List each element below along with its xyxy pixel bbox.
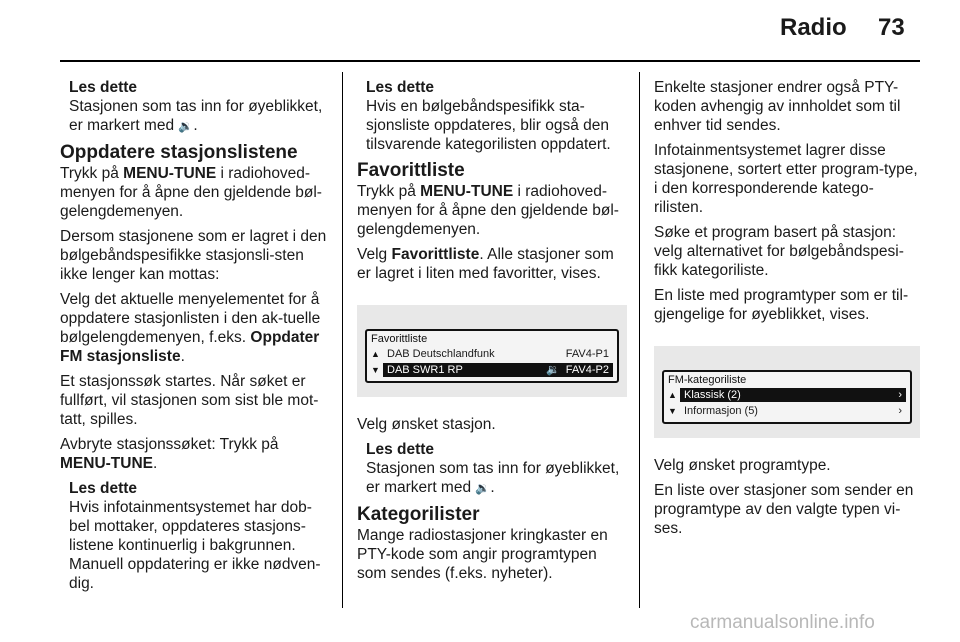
note-end: . — [193, 117, 198, 134]
note-text: Hvis en bølgebåndspesifikk sta-sjonsliste oppdateres, blir også den tilsvarende kategorilisten oppdatert. — [366, 98, 611, 153]
page-header-title: Radio — [780, 14, 847, 41]
paragraph: Dersom stasjonene som er lagret i den bølgebåndspesifikke stasjonsli-sten ikke lenger kan mottas: — [60, 228, 327, 283]
category-name: Informasjon (5) — [684, 404, 758, 417]
note-label: Les dette — [366, 441, 435, 458]
chevron-right-icon: › — [898, 388, 902, 401]
paragraph: Enkelte stasjoner endrer også PTY-koden avhengig av innholdet som til enhver tid sendes. — [654, 79, 901, 134]
key-label: MENU-TUNE — [60, 455, 153, 472]
station-name: DAB SWR1 RP — [387, 363, 463, 376]
paragraph: En liste over stasjoner som sender en programtype av den valgte typen vi-ses. — [654, 482, 914, 537]
note-box — [60, 78, 332, 136]
display-title: FM-kategoriliste — [668, 374, 747, 386]
display-title: Favorittliste — [371, 333, 428, 345]
row-body — [680, 388, 906, 402]
paragraph: Infotainmentsystemet lagrer disse stasjonene, sortert etter program-type, i den korresponderende katego-rilisten. — [654, 142, 918, 216]
column-divider-2 — [639, 72, 640, 608]
menu-item-label: Favorittliste — [391, 246, 480, 263]
category-row — [668, 404, 906, 418]
preset-label: FAV4-P1 — [565, 347, 609, 360]
note-label: Les dette — [69, 480, 138, 497]
note-box — [357, 78, 627, 154]
paragraph: En liste med programtyper som er til-gjengelige for øyeblikket, vises. — [654, 287, 909, 323]
column-2 — [357, 78, 627, 589]
station-row-selected — [371, 363, 613, 377]
preset-label: FAV4-P2 — [565, 363, 609, 376]
paragraph: Avbryte stasjonssøket: Trykk på MENU-TUNE. — [60, 436, 279, 472]
display-frame — [662, 370, 912, 424]
down-arrow-icon: ▼ — [668, 405, 677, 416]
column-1 — [60, 78, 332, 599]
note-text: Stasjonen som tas inn for øyeblikket, er markert med — [69, 98, 323, 134]
column-3 — [654, 78, 920, 544]
up-arrow-icon: ▲ — [668, 389, 677, 400]
watermark: carmanualsonline.info — [690, 612, 875, 633]
speaker-icon: 🔉 — [475, 481, 491, 495]
page-number: 73 — [878, 14, 905, 41]
column-divider-1 — [342, 72, 343, 608]
chevron-right-icon: › — [898, 404, 902, 417]
key-label: MENU-TUNE — [123, 165, 217, 182]
paragraph: Trykk på MENU-TUNE i radiohoved-menyen for å åpne den gjeldende bøl-gelengdemenyen. — [357, 183, 619, 238]
up-arrow-icon: ▲ — [371, 348, 380, 359]
paragraph: Velg ønsket stasjon. — [357, 416, 496, 433]
row-body — [383, 347, 613, 361]
header-rule — [60, 60, 920, 62]
row-body — [383, 363, 613, 377]
menu-item-label: Oppdater FM stasjonsliste — [60, 329, 320, 365]
paragraph: Trykk på MENU-TUNE i radiohoved-menyen for å åpne den gjeldende bøl-gelengdemenyen. — [60, 165, 322, 220]
note-label: Les dette — [366, 79, 435, 96]
paragraph: Søke et program basert på stasjon: velg alternativet for bølgebåndspesi-fikk kategoriliste. — [654, 224, 904, 279]
section-heading: Oppdatere stasjonslistene — [60, 142, 298, 163]
station-row — [371, 347, 613, 361]
paragraph: Velg Favorittliste. Alle stasjoner som er lagret i liten med favoritter, vises. — [357, 246, 614, 282]
speaker-icon: 🔉 — [178, 119, 194, 133]
paragraph: Mange radiostasjoner kringkaster en PTY-kode som angir programtypen som sendes (f.eks. nyheter). — [357, 527, 608, 582]
note-end: . — [490, 479, 495, 496]
section-heading: Kategorilister — [357, 504, 480, 525]
note-box — [357, 440, 627, 498]
category-name: Klassisk (2) — [684, 388, 741, 401]
key-label: MENU-TUNE — [420, 183, 514, 200]
paragraph: Velg det aktuelle menyelementet for å oppdatere stasjonlisten i den ak-tuelle bølgelengdemenyen, f.eks. Oppdater FM stasjonsliste. — [60, 291, 321, 365]
note-box — [60, 479, 332, 593]
favorites-screen-image — [357, 305, 627, 397]
paragraph: Et stasjonssøk startes. Når søket er fullført, vil stasjonen som sist ble mot-tatt, spilles. — [60, 373, 319, 428]
note-label: Les dette — [69, 79, 138, 96]
note-text: Hvis infotainmentsystemet har dob-bel mottaker, oppdateres stasjons-listene kontinuerlig i bakgrunnen. Manuell oppdatering er ikke nødven-dig. — [69, 499, 321, 592]
down-arrow-icon: ▼ — [371, 364, 380, 375]
category-screen-image — [654, 346, 920, 438]
station-name: DAB Deutschlandfunk — [387, 347, 495, 360]
speaker-icon: 🔉 — [546, 363, 560, 376]
section-heading: Favorittliste — [357, 160, 465, 181]
display-frame — [365, 329, 619, 383]
paragraph: Velg ønsket programtype. — [654, 457, 831, 474]
row-body — [680, 404, 906, 418]
category-row-selected — [668, 388, 906, 402]
note-text: Stasjonen som tas inn for øyeblikket, er markert med — [366, 460, 620, 496]
